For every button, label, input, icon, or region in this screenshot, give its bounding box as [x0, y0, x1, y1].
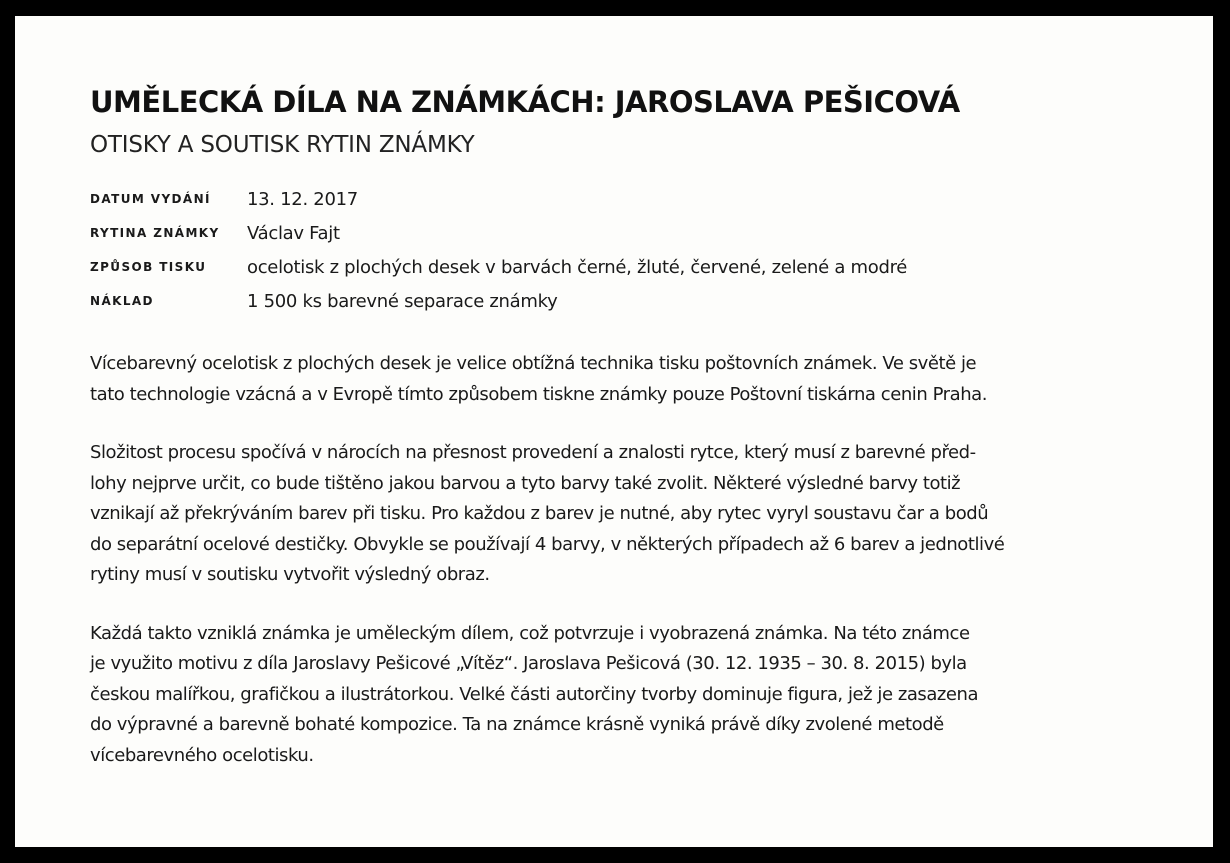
detail-label: RYTINA ZNÁMKY: [90, 226, 220, 240]
paragraph-line: tato technologie vzácná a v Evropě tímto způsobem tiskne známky pouze Poštovní tiskárna cenin Praha.: [90, 383, 988, 405]
paragraph-line: Složitost procesu spočívá v nárocích na přesnost provedení a znalosti rytce, který musí z barevné před-: [90, 442, 976, 463]
paragraph-artist: [90, 619, 1150, 772]
detail-row-print-method: [90, 250, 907, 284]
detail-value: ocelotisk z plochých desek v barvách černé, žluté, červené, zelené a modré: [247, 256, 908, 278]
document-subtitle: OTISKY A SOUTISK RYTIN ZNÁMKY: [90, 132, 475, 158]
detail-row-issue-date: [90, 182, 907, 216]
stamp-details-table: [90, 182, 907, 318]
detail-label: NÁKLAD: [90, 294, 154, 308]
detail-value: 13. 12. 2017: [247, 188, 358, 210]
paragraph-line: vznikají až překrýváním barev při tisku. Pro každou z barev je nutné, aby rytec vyryl soustavu čar a bodů: [90, 503, 989, 524]
paragraph-line: lohy nejprve určit, co bude tištěno jakou barvou a tyto barvy také zvolit. Některé výsledné barvy totiž: [90, 472, 961, 494]
detail-value: 1 500 ks barevné separace známky: [247, 290, 558, 312]
detail-value: Václav Fajt: [247, 222, 340, 244]
detail-label: ZPŮSOB TISKU: [90, 260, 207, 274]
detail-row-print-run: [90, 284, 907, 318]
paragraph-line: je využito motivu z díla Jaroslavy Pešicové „Vítěz“. Jaroslava Pešicová (30. 12. 1935 – 30. 8. 2015) byla: [90, 653, 967, 674]
paragraph-line: Každá takto vzniklá známka je uměleckým dílem, což potvrzuje i vyobrazená známka. Na této známce: [90, 622, 970, 644]
paragraph-technique: [90, 349, 1150, 410]
paragraph-process: [90, 438, 1150, 591]
document-content: [90, 82, 1150, 771]
detail-label: DATUM VYDÁNÍ: [90, 192, 211, 206]
paragraph-line: vícebarevného ocelotisku.: [90, 744, 314, 766]
paragraph-line: do separátní ocelové destičky. Obvykle se používají 4 barvy, v některých případech až 6 barev a jednotlivé: [90, 533, 1005, 555]
document-card: [15, 16, 1213, 847]
detail-row-engraving: [90, 216, 907, 250]
paragraph-line: českou malířkou, grafičkou a ilustrátorkou. Velké části autorčiny tvorby dominuje figura, jež je zasazena: [90, 683, 979, 705]
document-title: UMĚLECKÁ DÍLA NA ZNÁMKÁCH: JAROSLAVA PEŠICOVÁ: [90, 85, 960, 119]
paragraph-line: Vícebarevný ocelotisk z plochých desek je velice obtížná technika tisku poštovních známek. Ve světě je: [90, 353, 977, 374]
paragraph-line: do výpravné a barevně bohaté kompozice. Ta na známce krásně vyniká právě díky zvolené metodě: [90, 714, 944, 735]
paragraph-line: rytiny musí v soutisku vytvořit výsledný obraz.: [90, 564, 490, 585]
